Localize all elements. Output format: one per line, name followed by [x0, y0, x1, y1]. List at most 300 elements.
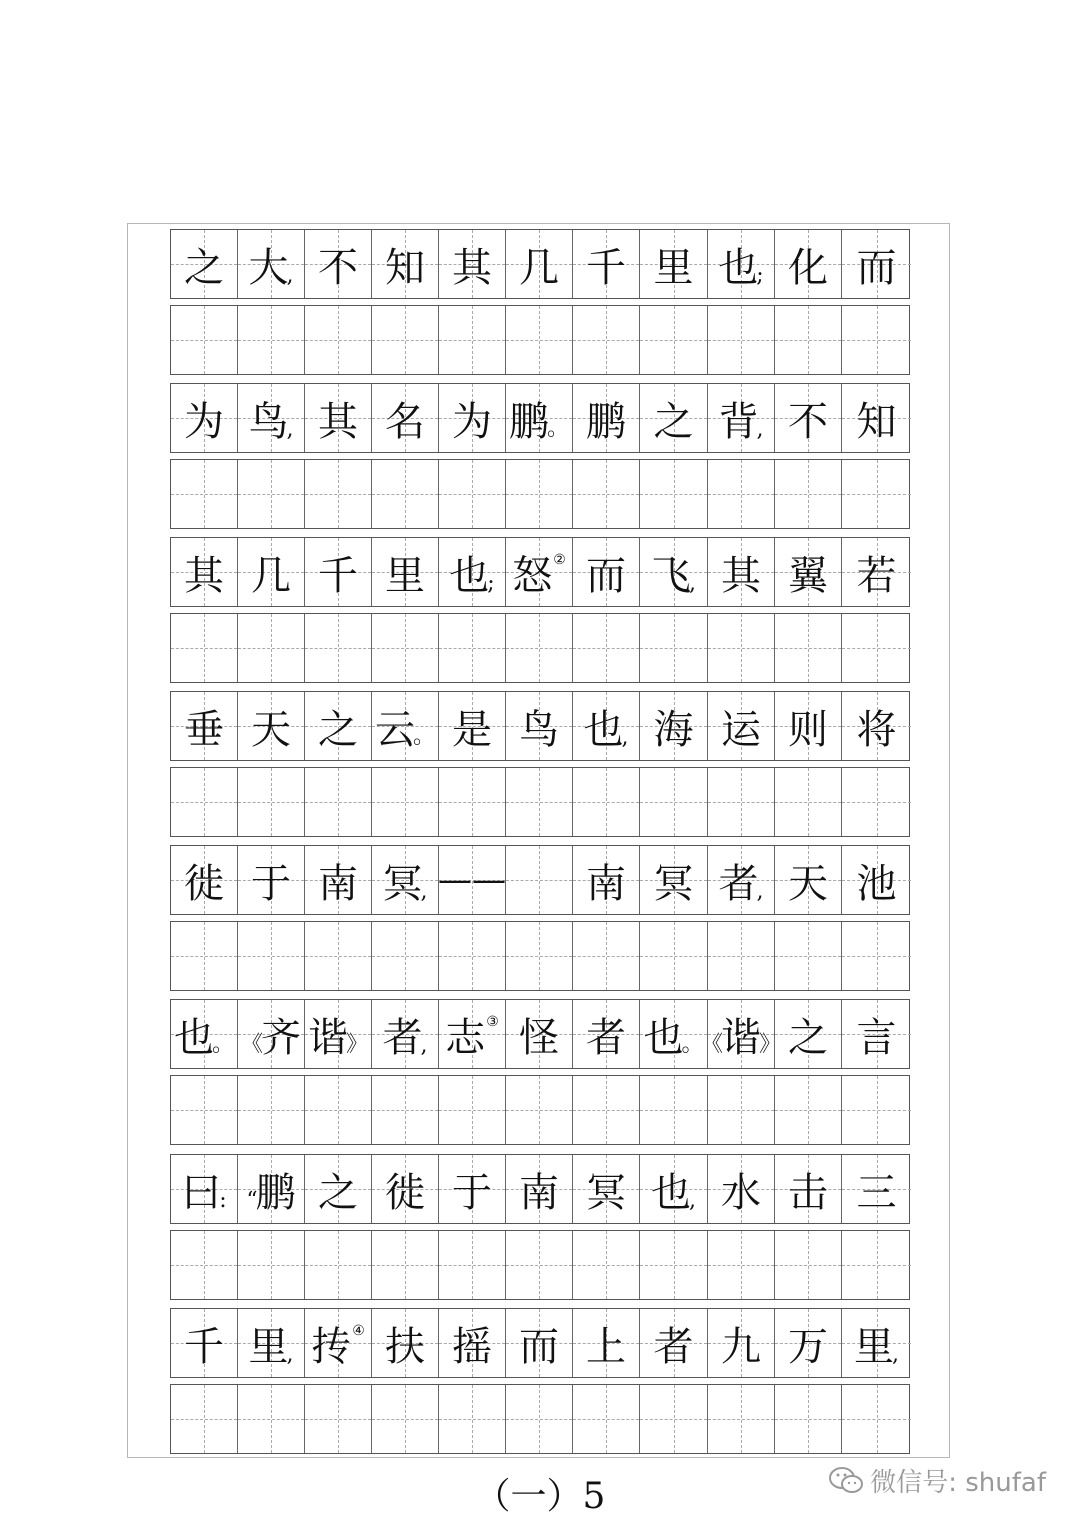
practice-cell[interactable] — [506, 1231, 573, 1299]
character-glyph — [573, 692, 639, 760]
character-glyph — [238, 1309, 304, 1377]
practice-cell[interactable] — [506, 1076, 573, 1144]
character-glyph — [305, 1000, 371, 1068]
practice-cell[interactable] — [439, 1076, 506, 1144]
character-glyph — [238, 1155, 304, 1223]
text-cell — [775, 1000, 842, 1068]
character: 南 — [318, 860, 358, 907]
practice-cell[interactable] — [506, 1385, 573, 1453]
text-cell — [506, 1309, 573, 1377]
practice-cell[interactable] — [372, 1385, 439, 1453]
practice-cell[interactable] — [640, 1231, 708, 1299]
character: 扶 — [385, 1323, 425, 1370]
character: 抟 — [311, 1323, 352, 1370]
character-glyph — [372, 846, 438, 914]
text-cell — [775, 692, 842, 760]
character-glyph — [842, 538, 911, 606]
character-glyph — [439, 1155, 505, 1223]
text-row — [170, 383, 910, 453]
text-cell — [372, 1155, 439, 1223]
character-glyph — [506, 384, 572, 452]
character-glyph — [506, 538, 572, 606]
text-cell — [708, 538, 775, 606]
character: 里 — [854, 1323, 894, 1370]
practice-cell[interactable] — [372, 460, 439, 528]
text-cell — [372, 538, 439, 606]
text-cell — [372, 1000, 439, 1068]
character-glyph — [775, 384, 841, 452]
text-cell — [506, 1155, 573, 1223]
practice-cell[interactable] — [573, 1385, 640, 1453]
text-cell — [573, 538, 640, 606]
character-glyph — [171, 692, 237, 760]
text-cell — [708, 230, 775, 298]
trailing-punctuation: 。 — [681, 1032, 704, 1057]
character-glyph — [372, 1155, 438, 1223]
text-cell — [775, 538, 842, 606]
practice-cell[interactable] — [640, 460, 708, 528]
text-cell — [775, 1309, 842, 1377]
character: 怪 — [519, 1014, 559, 1061]
practice-cell[interactable] — [439, 1385, 506, 1453]
character-glyph — [775, 1000, 841, 1068]
text-cell — [439, 384, 506, 452]
practice-cell[interactable] — [775, 614, 842, 682]
character-glyph — [573, 1309, 639, 1377]
text-cell — [573, 846, 640, 914]
text-row — [170, 999, 910, 1069]
character-glyph — [238, 230, 304, 298]
character: 不 — [788, 398, 828, 445]
text-cell — [238, 692, 305, 760]
character: 也 — [449, 552, 490, 599]
practice-cell[interactable] — [506, 768, 573, 836]
character: 曰 — [181, 1169, 222, 1216]
character-glyph — [439, 538, 505, 606]
practice-cell[interactable] — [439, 922, 506, 990]
practice-cell[interactable] — [842, 1076, 911, 1144]
character: 化 — [788, 244, 828, 291]
practice-cell[interactable] — [439, 614, 506, 682]
practice-cell[interactable] — [238, 306, 305, 374]
text-cell — [238, 846, 305, 914]
text-cell — [573, 1309, 640, 1377]
practice-cell[interactable] — [439, 460, 506, 528]
character-glyph — [708, 1309, 774, 1377]
character: 几 — [251, 552, 291, 599]
character-glyph — [708, 1155, 774, 1223]
practice-cell[interactable] — [305, 614, 372, 682]
practice-cell[interactable] — [439, 1231, 506, 1299]
practice-cell[interactable] — [708, 1385, 775, 1453]
character: 之 — [653, 398, 694, 445]
practice-cell[interactable] — [305, 1076, 372, 1144]
character: 知 — [856, 398, 897, 445]
character: 千 — [318, 552, 358, 599]
practice-cell[interactable] — [708, 306, 775, 374]
trailing-punctuation: , — [420, 879, 428, 904]
practice-cell[interactable] — [506, 460, 573, 528]
trailing-punctuation: : — [219, 1188, 227, 1213]
character-glyph — [775, 538, 841, 606]
character: 将 — [856, 706, 897, 753]
practice-cell[interactable] — [842, 768, 911, 836]
practice-cell[interactable] — [305, 306, 372, 374]
trailing-punctuation: , — [286, 263, 294, 288]
character: 也 — [651, 1169, 691, 1216]
character: 于 — [452, 1169, 492, 1216]
character-glyph — [708, 230, 774, 298]
practice-row — [170, 305, 910, 375]
text-cell — [171, 692, 238, 760]
text-cell — [171, 538, 238, 606]
text-cell — [640, 1309, 708, 1377]
practice-cell[interactable] — [506, 922, 573, 990]
practice-cell[interactable] — [372, 306, 439, 374]
character: 飞 — [651, 552, 691, 599]
character: 其 — [184, 552, 224, 599]
text-cell — [305, 538, 372, 606]
practice-cell[interactable] — [439, 306, 506, 374]
practice-cell[interactable] — [775, 768, 842, 836]
character-glyph — [640, 1309, 707, 1377]
practice-cell[interactable] — [573, 1231, 640, 1299]
character: 背 — [718, 398, 759, 445]
character: 徙 — [385, 1169, 425, 1216]
character: 翼 — [788, 552, 828, 599]
practice-cell[interactable] — [171, 306, 238, 374]
practice-cell[interactable] — [372, 1076, 439, 1144]
practice-cell[interactable] — [573, 768, 640, 836]
practice-cell[interactable] — [171, 614, 238, 682]
character-glyph — [842, 1309, 911, 1377]
text-cell — [708, 384, 775, 452]
character: 也 — [718, 244, 759, 291]
character-glyph — [506, 230, 572, 298]
text-cell — [439, 538, 506, 606]
character: 云 — [374, 706, 415, 753]
practice-cell[interactable] — [171, 768, 238, 836]
character: 天 — [788, 860, 828, 907]
character: 千 — [586, 244, 626, 291]
trailing-punctuation: ; — [487, 571, 495, 596]
character: 三 — [856, 1169, 897, 1216]
text-cell — [238, 1000, 305, 1068]
character-glyph — [171, 846, 237, 914]
text-cell — [842, 1155, 911, 1223]
character: 之 — [184, 244, 224, 291]
text-cell — [171, 846, 238, 914]
text-cell — [305, 1000, 372, 1068]
text-cell — [305, 846, 372, 914]
wechat-icon — [828, 1466, 864, 1496]
character-glyph — [305, 384, 371, 452]
practice-cell[interactable] — [573, 614, 640, 682]
text-cell — [573, 1155, 640, 1223]
practice-cell[interactable] — [640, 768, 708, 836]
practice-cell[interactable] — [708, 460, 775, 528]
character: 大 — [248, 244, 289, 291]
text-cell — [640, 384, 708, 452]
practice-cell[interactable] — [506, 614, 573, 682]
trailing-punctuation: , — [689, 571, 696, 596]
practice-cell[interactable] — [775, 460, 842, 528]
text-cell — [506, 230, 573, 298]
text-cell — [842, 692, 911, 760]
text-cell — [439, 692, 506, 760]
character-glyph — [238, 692, 304, 760]
practice-cell[interactable] — [238, 922, 305, 990]
practice-cell[interactable] — [842, 306, 911, 374]
practice-cell[interactable] — [305, 460, 372, 528]
text-cell — [573, 692, 640, 760]
character: 于 — [251, 860, 291, 907]
text-cell — [640, 230, 708, 298]
practice-cell[interactable] — [171, 1076, 238, 1144]
text-cell — [238, 538, 305, 606]
character-glyph — [305, 1309, 371, 1377]
practice-cell[interactable] — [842, 614, 911, 682]
practice-cell[interactable] — [775, 922, 842, 990]
trailing-punctuation: , — [420, 1033, 428, 1058]
character-glyph — [708, 384, 774, 452]
character-glyph — [439, 384, 505, 452]
trailing-punctuation: , — [689, 1188, 696, 1213]
character: 知 — [385, 244, 425, 291]
character: 运 — [721, 706, 761, 753]
character: 海 — [653, 706, 694, 753]
character-glyph — [372, 692, 438, 760]
practice-cell[interactable] — [708, 768, 775, 836]
character-glyph — [573, 230, 639, 298]
practice-cell[interactable] — [640, 1076, 708, 1144]
character-glyph — [640, 230, 707, 298]
text-cell — [775, 230, 842, 298]
footnote-marker: ③ — [486, 1014, 499, 1030]
practice-cell[interactable] — [305, 1385, 372, 1453]
character: 是 — [452, 706, 492, 753]
text-cell — [640, 1155, 708, 1223]
character-glyph — [573, 1000, 639, 1068]
practice-cell[interactable] — [171, 1231, 238, 1299]
practice-cell[interactable] — [708, 1076, 775, 1144]
practice-cell[interactable] — [238, 460, 305, 528]
character-glyph — [708, 846, 774, 914]
practice-cell[interactable] — [842, 460, 911, 528]
character: 者 — [586, 1014, 626, 1061]
text-cell — [640, 846, 708, 914]
text-cell — [640, 1000, 708, 1068]
character: 徙 — [184, 860, 224, 907]
text-row — [170, 691, 910, 761]
watermark-text: 微信号: shufaf — [870, 1468, 1046, 1498]
character: 而 — [519, 1323, 559, 1370]
character-glyph — [171, 538, 237, 606]
character: 上 — [586, 1323, 626, 1370]
text-row — [170, 229, 910, 299]
character: 其 — [318, 398, 358, 445]
character-glyph — [842, 384, 911, 452]
character: 冥 — [586, 1169, 626, 1216]
character: 不 — [318, 244, 358, 291]
text-cell — [708, 846, 775, 914]
practice-cell[interactable] — [573, 306, 640, 374]
practice-cell[interactable] — [372, 1231, 439, 1299]
text-row — [170, 845, 910, 915]
text-cell — [305, 230, 372, 298]
practice-cell[interactable] — [305, 1231, 372, 1299]
practice-cell[interactable] — [171, 460, 238, 528]
character-glyph — [171, 1309, 237, 1377]
text-cell — [775, 846, 842, 914]
text-cell — [842, 1000, 911, 1068]
practice-cell[interactable] — [640, 614, 708, 682]
character: 也 — [173, 1014, 214, 1061]
practice-cell[interactable] — [171, 1385, 238, 1453]
trailing-punctuation: , — [756, 879, 764, 904]
footnote-marker: ④ — [352, 1323, 365, 1339]
practice-cell[interactable] — [708, 1231, 775, 1299]
character-glyph — [842, 1155, 911, 1223]
text-cell — [506, 846, 573, 914]
character-glyph — [305, 692, 371, 760]
text-cell — [640, 692, 708, 760]
text-cell — [171, 1000, 238, 1068]
character-glyph — [439, 1309, 505, 1377]
text-cell — [842, 230, 911, 298]
text-cell — [573, 1000, 640, 1068]
character-glyph — [640, 1155, 707, 1223]
text-cell — [238, 384, 305, 452]
practice-cell[interactable] — [238, 768, 305, 836]
character-glyph — [238, 1000, 304, 1068]
character: 则 — [788, 706, 828, 753]
character: 之 — [318, 1169, 358, 1216]
character: 谐 — [721, 1014, 761, 1061]
practice-cell[interactable] — [573, 460, 640, 528]
practice-cell[interactable] — [238, 614, 305, 682]
character: 冥 — [653, 860, 694, 907]
text-cell — [305, 1155, 372, 1223]
character-glyph — [238, 846, 304, 914]
practice-cell[interactable] — [573, 922, 640, 990]
character: 鸟 — [248, 398, 289, 445]
text-cell — [171, 1155, 238, 1223]
text-cell — [439, 1000, 506, 1068]
practice-cell[interactable] — [238, 1385, 305, 1453]
practice-cell[interactable] — [775, 1385, 842, 1453]
trailing-punctuation: 。 — [546, 416, 569, 441]
practice-cell[interactable] — [842, 922, 911, 990]
character-glyph — [439, 230, 505, 298]
character: 也 — [643, 1014, 684, 1061]
text-cell — [238, 230, 305, 298]
character: 而 — [856, 244, 897, 291]
practice-cell[interactable] — [372, 614, 439, 682]
practice-cell[interactable] — [775, 1231, 842, 1299]
text-row — [170, 1308, 910, 1378]
character-glyph — [573, 1155, 639, 1223]
character-glyph — [372, 1309, 438, 1377]
character-glyph — [775, 1155, 841, 1223]
practice-cell[interactable] — [775, 1076, 842, 1144]
practice-cell[interactable] — [372, 768, 439, 836]
character: 摇 — [452, 1323, 492, 1370]
text-cell — [305, 384, 372, 452]
character-glyph — [305, 538, 371, 606]
character-glyph — [573, 538, 639, 606]
character: 垂 — [184, 706, 224, 753]
leading-punctuation: “ — [246, 1188, 258, 1213]
text-cell — [305, 1309, 372, 1377]
character: 之 — [788, 1014, 828, 1061]
character-glyph — [708, 538, 774, 606]
practice-cell[interactable] — [708, 922, 775, 990]
practice-cell[interactable] — [708, 614, 775, 682]
practice-cell[interactable] — [305, 768, 372, 836]
character-glyph — [171, 1155, 237, 1223]
practice-row — [170, 767, 910, 837]
practice-cell[interactable] — [640, 922, 708, 990]
practice-cell[interactable] — [573, 1076, 640, 1144]
practice-row — [170, 1075, 910, 1145]
text-cell — [700, 1000, 782, 1068]
text-cell — [708, 1155, 775, 1223]
character: 水 — [721, 1169, 761, 1216]
character-glyph — [372, 1000, 438, 1068]
trailing-punctuation: , — [756, 417, 764, 442]
text-cell — [439, 1309, 506, 1377]
character-glyph — [506, 692, 572, 760]
practice-cell[interactable] — [640, 1385, 708, 1453]
text-cell — [708, 692, 775, 760]
practice-cell[interactable] — [775, 306, 842, 374]
character: 齐 — [261, 1014, 301, 1061]
character: 冥 — [382, 860, 423, 907]
practice-cell[interactable] — [506, 306, 573, 374]
practice-cell[interactable] — [842, 1231, 911, 1299]
character-glyph — [171, 384, 237, 452]
character-glyph — [573, 846, 639, 914]
character-glyph — [775, 846, 841, 914]
trailing-punctuation: 。 — [211, 1032, 234, 1057]
character: —— — [438, 860, 506, 900]
character: 池 — [856, 860, 897, 907]
practice-cell[interactable] — [171, 922, 238, 990]
practice-cell[interactable] — [640, 306, 708, 374]
text-cell — [372, 230, 439, 298]
practice-row — [170, 613, 910, 683]
character: 击 — [788, 1169, 828, 1216]
character-glyph — [573, 384, 639, 452]
text-cell — [842, 384, 911, 452]
practice-cell[interactable] — [439, 768, 506, 836]
character: 千 — [184, 1323, 224, 1370]
practice-cell[interactable] — [842, 1385, 911, 1453]
text-row — [170, 537, 910, 607]
character-glyph — [506, 1000, 572, 1068]
character-glyph — [506, 846, 572, 914]
text-cell — [506, 384, 573, 452]
practice-cell[interactable] — [305, 922, 372, 990]
practice-cell[interactable] — [238, 1076, 305, 1144]
character-glyph — [372, 384, 438, 452]
practice-cell[interactable] — [238, 1231, 305, 1299]
character: 言 — [856, 1014, 897, 1061]
footnote-marker: ② — [553, 552, 566, 568]
practice-cell[interactable] — [372, 922, 439, 990]
text-cell — [171, 1309, 238, 1377]
